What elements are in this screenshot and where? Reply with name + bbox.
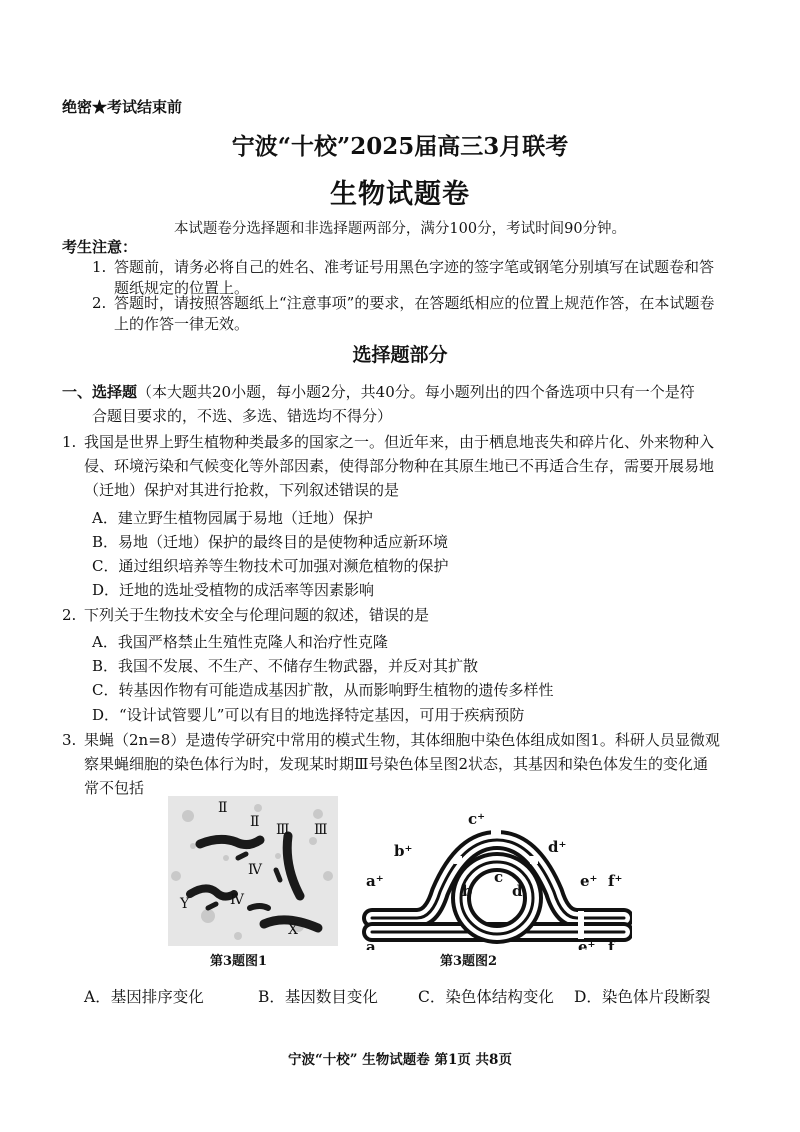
fig1-label-iii-b: Ⅲ: [314, 822, 328, 838]
exam-title: 宁波“十校”2025届高三3月联考: [231, 133, 569, 160]
figure-2-caption: 第3题图2: [440, 954, 498, 969]
notice-item-1-num: 1.: [92, 258, 107, 276]
part1-header-line-2: 合题目要求的，不选、多选、错选均不得分）: [92, 407, 393, 425]
figure-1-caption: 第3题图1: [210, 954, 268, 969]
exam-subtitle: 生物试题卷: [330, 179, 470, 210]
secret-mark: 绝密★考试结束前: [62, 98, 183, 116]
figure-1: [168, 796, 338, 946]
fig2-label-d: d: [512, 882, 523, 900]
notice-item-2-line-1: 答题时，请按照答题纸上“注意事项”的要求，在答题纸相应的位置上规范作答，在本试题卷: [114, 294, 715, 312]
notice-item-1-line-2: 题纸规定的位置上。: [114, 279, 250, 297]
q1-option-c: C．通过组织培养等生物技术可加强对濒危植物的保护: [92, 557, 449, 575]
fig1-label-x: X: [288, 922, 298, 938]
fig2-label-e-plus-lower: e⁺: [578, 938, 596, 950]
part1-label: 一、选择题: [62, 383, 138, 401]
fig1-label-iv-b: Ⅳ: [230, 892, 244, 908]
q1-stem-line-1: 我国是世界上野生植物种类最多的国家之一。但近年来，由于栖息地丧失和碎片化、外来物种入: [84, 433, 715, 451]
q2-option-a: A．我国严格禁止生殖性克隆人和治疗性克隆: [92, 633, 388, 651]
q3-stem-line-1: 果蝇（2n=8）是遗传学研究中常用的模式生物，其体细胞中染色体组成如图1。科研人员显微观: [84, 731, 720, 749]
q1-stem-line-3: （迁地）保护对其进行抢救，下列叙述错误的是: [84, 481, 400, 499]
fig2-label-c-plus: c⁺: [468, 810, 486, 828]
q1-stem-line-2: 侵、环境污染和气候变化等外部因素，使得部分物种在其原生地已不再适合生存，需要开展易地: [84, 457, 715, 475]
q2-stem-line-1: 下列关于生物技术安全与伦理问题的叙述，错误的是: [84, 606, 430, 624]
notice-item-2-num: 2.: [92, 294, 107, 312]
fig1-label-ii-a: Ⅱ: [218, 800, 228, 816]
chromosome-micrograph: [168, 796, 338, 946]
notice-item-1-line-1: 答题前，请务必将自己的姓名、准考证号用黑色字迹的签字笔或钢笔分别填写在试题卷和答: [114, 258, 715, 276]
q1-option-a: A．建立野生植物园属于易地（迁地）保护: [92, 509, 373, 527]
q2-number: 2.: [62, 606, 77, 624]
figure-2: [362, 800, 632, 950]
q3-stem-line-2: 察果蝇细胞的染色体行为时，发现某时期Ⅲ号染色体呈图2状态，其基因和染色体发生的变化通: [84, 755, 709, 773]
q2-option-c: C．转基因作物有可能造成基因扩散，从而影响野生植物的遗传多样性: [92, 681, 554, 699]
fig2-label-e-plus: e⁺: [580, 872, 598, 890]
fig2-label-f: f: [608, 938, 615, 950]
q2-option-d: D．“设计试管婴儿”可以有目的地选择特定基因，可用于疾病预防: [92, 706, 525, 724]
q1-option-d: D．迁地的选址受植物的成活率等因素影响: [92, 581, 375, 599]
fig2-label-c: c: [494, 868, 504, 886]
section-title: 选择题部分: [352, 344, 448, 366]
q1-number: 1.: [62, 433, 77, 451]
fig2-label-b: b: [462, 882, 473, 900]
fig1-label-y: Y: [180, 896, 190, 912]
q1-option-b: B．易地（迁地）保护的最终目的是使物种适应新环境: [92, 533, 449, 551]
fig2-label-a: a: [366, 938, 376, 950]
q2-option-b: B．我国不发展、不生产、不储存生物武器，并反对其扩散: [92, 657, 479, 675]
fig2-label-a-plus: a⁺: [366, 872, 384, 890]
fig2-label-b-plus: b⁺: [394, 842, 413, 860]
fig2-label-f-plus: f⁺: [608, 872, 623, 890]
q3-option-a: A．基因排序变化: [84, 988, 204, 1006]
part1-header-line-1: [62, 382, 695, 402]
exam-intro: 本试题卷分选择题和非选择题两部分，满分100分，考试时间90分钟。: [173, 221, 627, 237]
fig1-label-iv-a: Ⅳ: [248, 862, 262, 878]
fig1-label-ii-b: Ⅱ: [250, 814, 260, 830]
q3-stem-line-3: 常不包括: [84, 779, 145, 797]
fig2-label-d-plus: d⁺: [548, 838, 567, 856]
notice-heading: 考生注意：: [62, 238, 138, 256]
inversion-loop-diagram: [362, 800, 632, 950]
q3-option-b: B．基因数目变化: [258, 988, 378, 1006]
q3-number: 3.: [62, 731, 77, 749]
notice-item-2-line-2: 上的作答一律无效。: [114, 315, 250, 333]
part1-desc: （本大题共20小题，每小题2分，共40分。每小题列出的四个备选项中只有一个是符: [137, 383, 695, 401]
q3-option-d: D．染色体片段断裂: [574, 988, 711, 1006]
page-footer: 宁波“十校” 生物试题卷 第1页 共8页: [288, 1052, 512, 1068]
fig1-label-iii-a: Ⅲ: [276, 822, 290, 838]
q3-option-c: C．染色体结构变化: [418, 988, 554, 1006]
